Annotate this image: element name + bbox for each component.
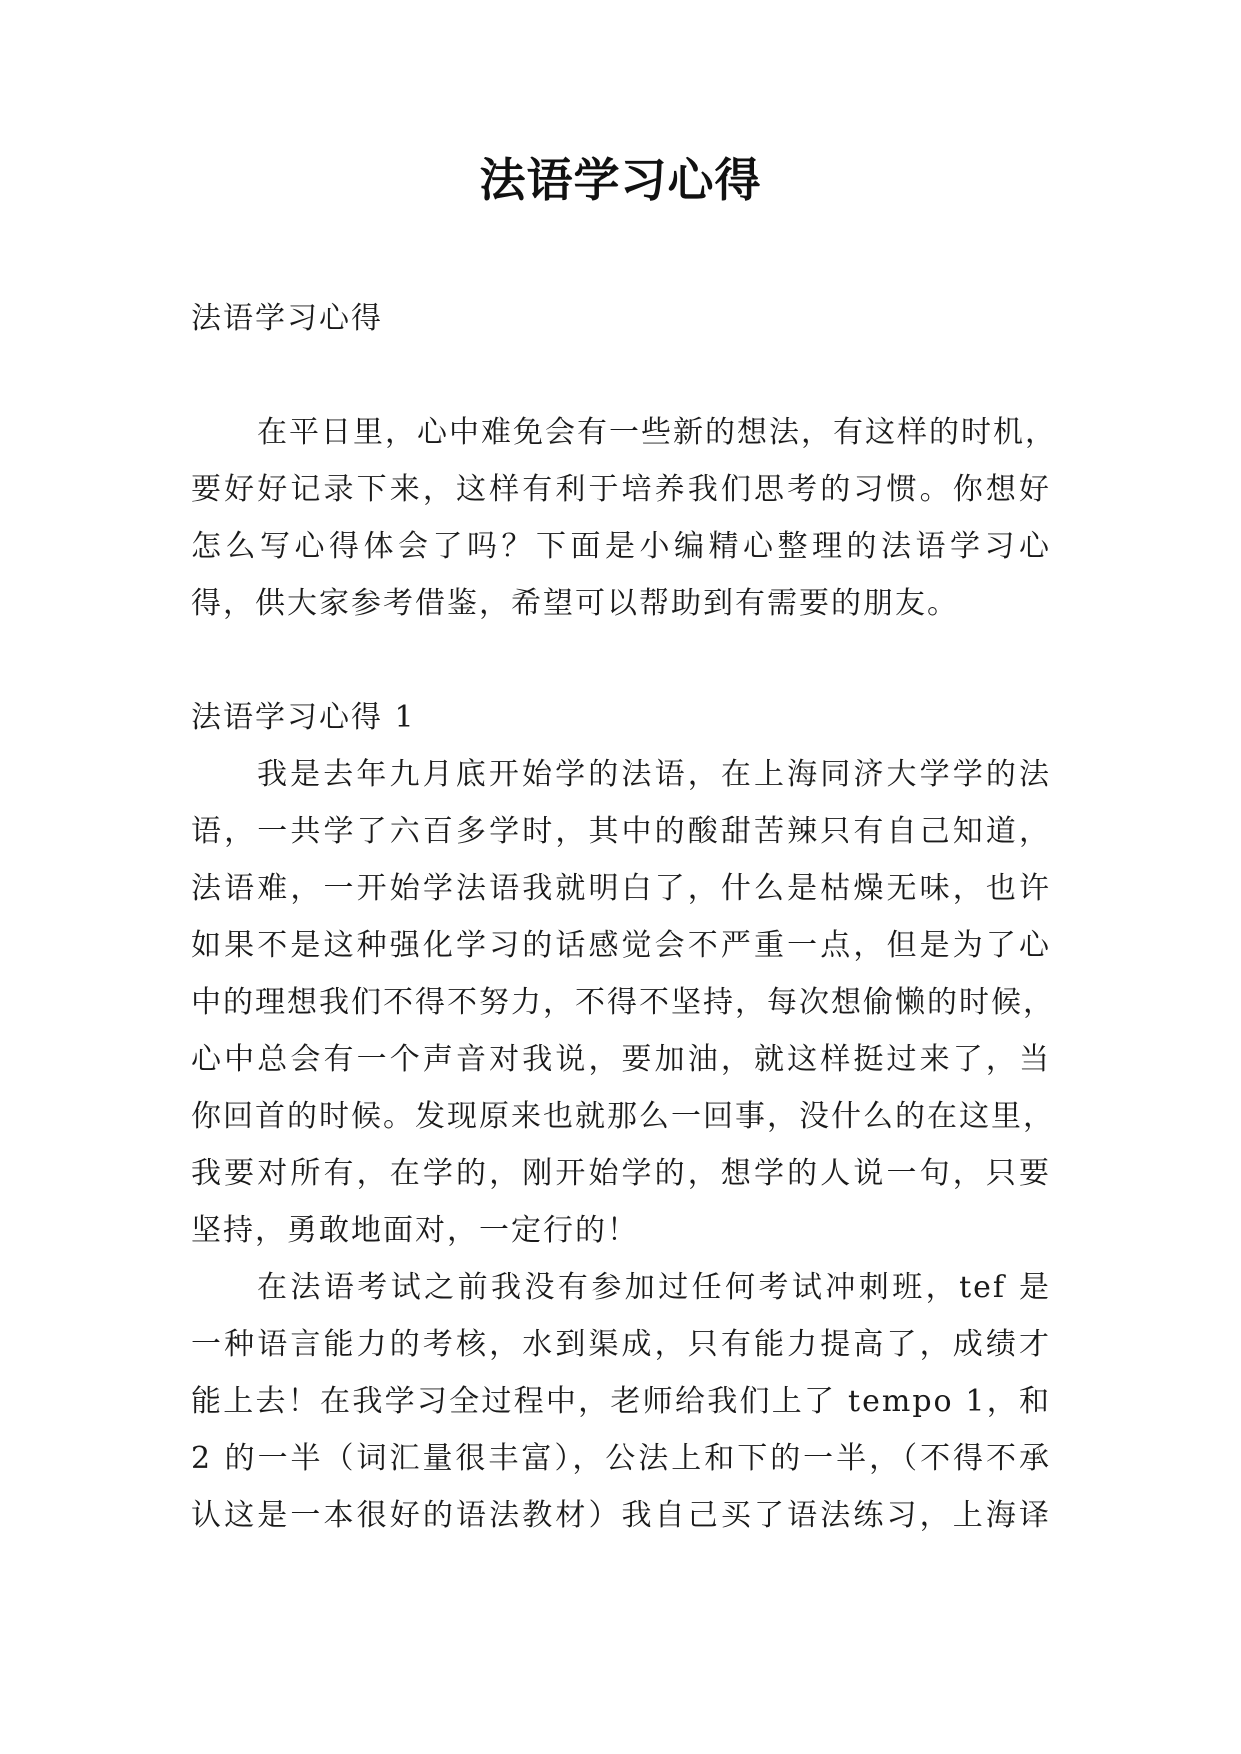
para2-line: 一种语言能力的考核，水到渠成，只有能力提高了，成绩才 [191,1327,1051,1362]
blank-line [191,632,1051,689]
intro-line: 得，供大家参考借鉴，希望可以帮助到有需要的朋友。 [191,586,959,621]
document-title: 法语学习心得 [479,153,762,207]
document-subtitle: 法语学习心得 [191,301,383,336]
para2-line: 认这是一本很好的语法教材）我自己买了语法练习，上海译 [191,1498,1051,1533]
intro-line: 要好好记录下来，这样有利于培养我们思考的习惯。你想好 [191,472,1051,507]
document-body [191,290,1057,1544]
intro-line: 怎么写心得体会了吗？下面是小编精心整理的法语学习心 [191,529,1051,564]
para1-line: 我要对所有，在学的，刚开始学的，想学的人说一句，只要 [191,1156,1051,1191]
blank-line [191,347,1051,404]
para1-line: 语，一共学了六百多学时，其中的酸甜苦辣只有自己知道， [191,814,1051,849]
para1-line: 坚持，勇敢地面对，一定行的！ [191,1213,639,1248]
para2-line: 在法语考试之前我没有参加过任何考试冲刺班，tef 是 [257,1270,1051,1305]
para1-line: 如果不是这种强化学习的话感觉会不严重一点，但是为了心 [191,928,1051,963]
intro-line: 在平日里，心中难免会有一些新的想法，有这样的时机， [257,415,1057,450]
para1-line: 法语难，一开始学法语我就明白了，什么是枯燥无味，也许 [191,871,1051,906]
section-heading: 法语学习心得 1 [191,700,416,735]
para1-line: 你回首的时候。发现原来也就那么一回事，没什么的在这里， [191,1099,1055,1134]
para1-line: 中的理想我们不得不努力，不得不坚持，每次想偷懒的时候， [191,985,1055,1020]
para2-line: 2 的一半（词汇量很丰富），公法上和下的一半，（不得不承 [191,1441,1051,1476]
para1-line: 心中总会有一个声音对我说，要加油，就这样挺过来了，当 [191,1042,1051,1077]
para1-line: 我是去年九月底开始学的法语，在上海同济大学学的法 [257,757,1051,792]
para2-line: 能上去！在我学习全过程中，老师给我们上了 tempo 1，和 [191,1384,1051,1419]
